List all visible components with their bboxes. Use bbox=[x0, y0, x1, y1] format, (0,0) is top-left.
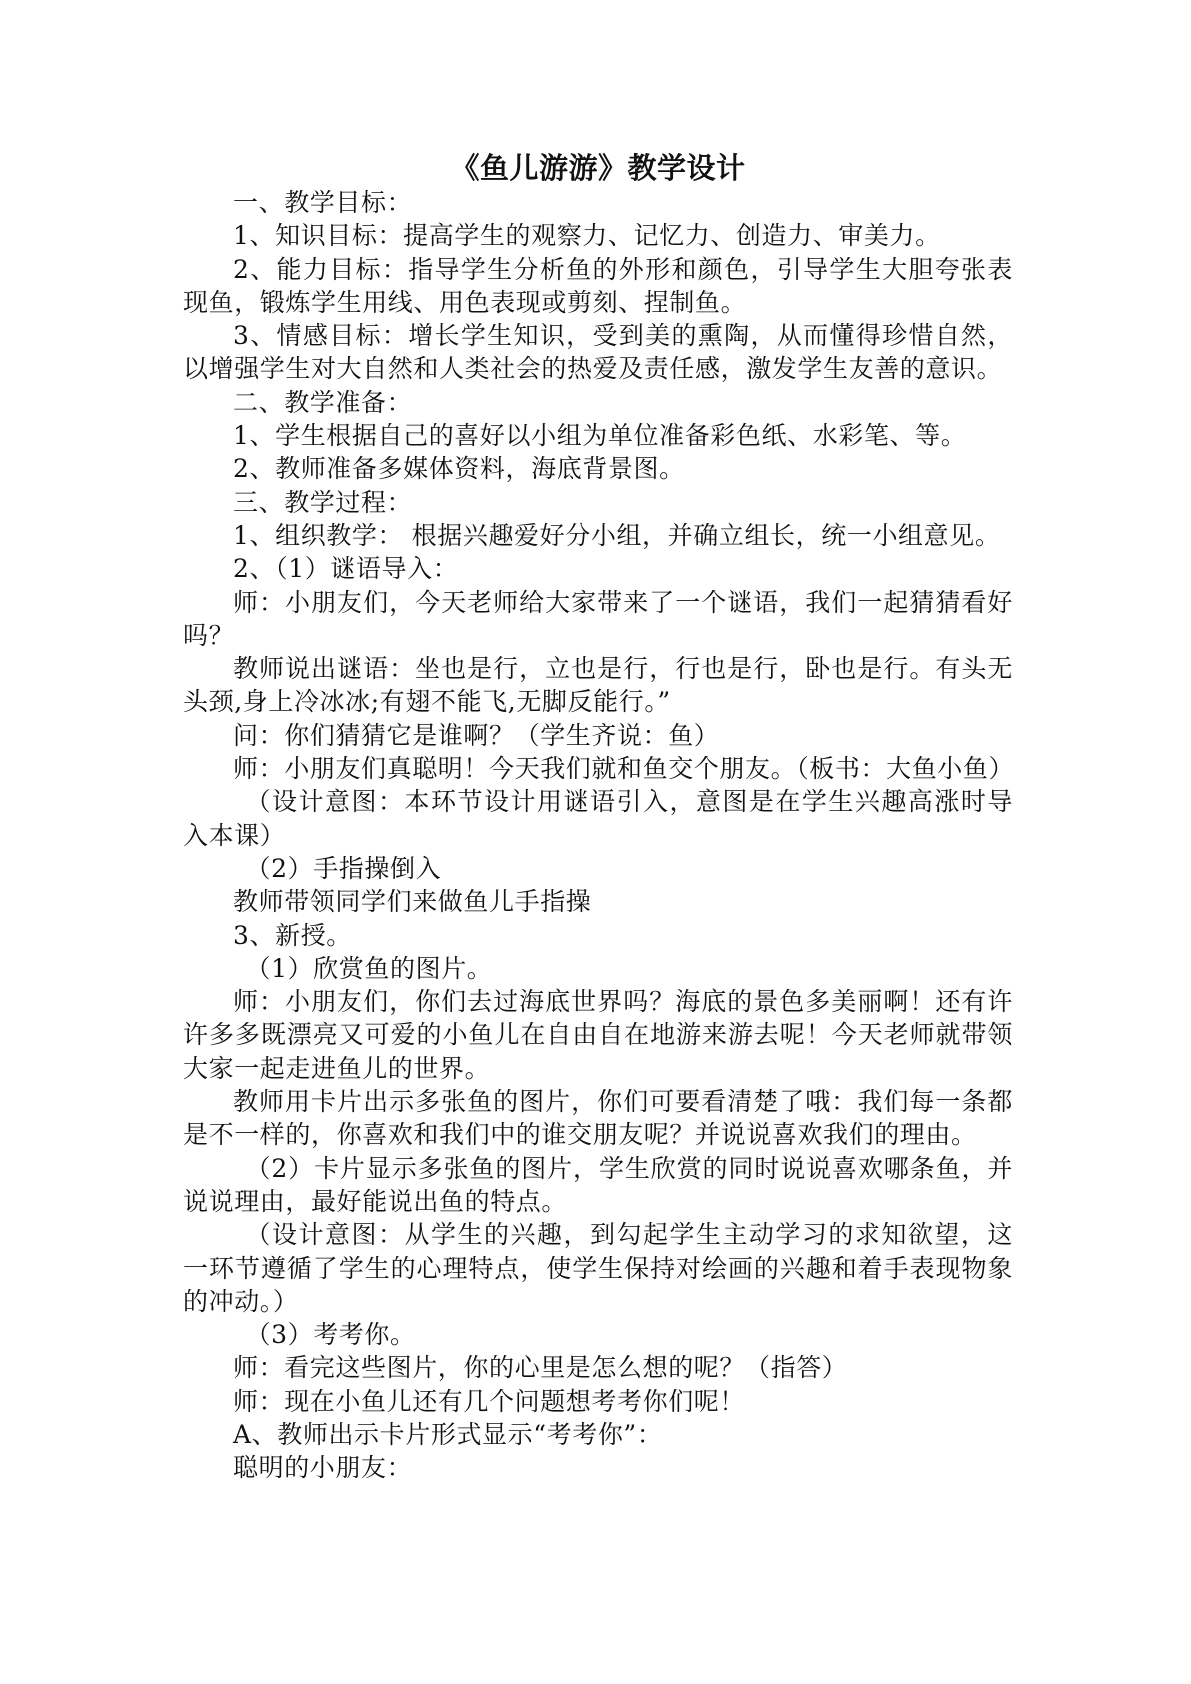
paragraph-teacher-preparation: 2、教师准备多媒体资料，海底背景图。 bbox=[233, 454, 685, 484]
paragraph-teacher-ask: 师：看完这些图片，你的心里是怎么想的呢？（指答） bbox=[233, 1353, 848, 1383]
paragraph-riddle-intro: 2、（1）谜语导入： bbox=[233, 554, 459, 584]
document-page bbox=[183, 150, 1013, 1485]
paragraph-card-display: （2）卡片显示多张鱼的图片，学生欣赏的同时说说喜欢哪条鱼，并说说理由，最好能说出鱼的特点。 bbox=[183, 1153, 1013, 1216]
paragraph-appreciate-pictures: （1）欣赏鱼的图片。 bbox=[245, 953, 493, 983]
paragraph-question-guess: 问：你们猜猜它是谁啊？（学生齐说：鱼） bbox=[233, 720, 720, 750]
paragraph-finger-exercise-detail: 教师带领同学们来做鱼儿手指操 bbox=[233, 887, 592, 917]
paragraph-riddle-text: 教师说出谜语：坐也是行，立也是行，行也是行，卧也是行。有头无头颈,身上冷冰冰;有翅不能飞,无脚反能行。” bbox=[183, 654, 1013, 717]
paragraph-finger-exercise: （2）手指操倒入 bbox=[245, 853, 442, 883]
section-heading-process: 三、教学过程： bbox=[233, 487, 413, 517]
section-heading-objectives: 一、教学目标： bbox=[233, 188, 413, 217]
paragraph-design-intent-2: （设计意图：从学生的兴趣，到勾起学生主动学习的求知欲望，这一环节遵循了学生的心理特点，使学生保持对绘画的兴趣和着手表现物象的冲动。） bbox=[183, 1220, 1013, 1316]
paragraph-teacher-cards: 教师用卡片出示多张鱼的图片，你们可要看清楚了哦：我们每一条都是不一样的，你喜欢和我们中的谁交朋友呢？并说说喜欢我们的理由。 bbox=[183, 1087, 1013, 1150]
paragraph-student-preparation: 1、学生根据自己的喜好以小组为单位准备彩色纸、水彩笔、等。 bbox=[233, 421, 967, 451]
paragraph-quiz-heading: （3）考考你。 bbox=[245, 1320, 416, 1350]
paragraph-teacher-questions: 师：现在小鱼儿还有几个问题想考考你们呢！ bbox=[233, 1386, 746, 1416]
document-title: 《鱼儿游游》教学设计 bbox=[450, 151, 746, 185]
paragraph-emotion-goal: 3、情感目标：增长学生知识，受到美的熏陶，从而懂得珍惜自然，以增强学生对大自然和人类社会的热爱及责任感，激发学生友善的意识。 bbox=[183, 321, 1013, 384]
paragraph-smart-kids: 聪明的小朋友： bbox=[233, 1453, 413, 1483]
paragraph-design-intent-1: （设计意图：本环节设计用谜语引入，意图是在学生兴趣高涨时导入本课） bbox=[183, 787, 1013, 850]
paragraph-teacher-ocean: 师：小朋友们，你们去过海底世界吗？海底的景色多美丽啊！还有许许多多既漂亮又可爱的小鱼儿在自由自在地游来游去呢！今天老师就带领大家一起走进鱼儿的世界。 bbox=[183, 987, 1013, 1083]
document-body bbox=[183, 186, 1013, 1485]
paragraph-knowledge-goal: 1、知识目标：提高学生的观察力、记忆力、创造力、审美力。 bbox=[233, 221, 941, 251]
paragraph-new-lesson: 3、新授。 bbox=[233, 920, 352, 950]
paragraph-teacher-riddle: 师：小朋友们，今天老师给大家带来了一个谜语，我们一起猜猜看好吗？ bbox=[183, 587, 1013, 650]
paragraph-teacher-praise: 师：小朋友们真聪明！今天我们就和鱼交个朋友。（板书：大鱼小鱼） bbox=[233, 754, 1015, 784]
paragraph-quiz-card: A、教师出示卡片形式显示“考考你”： bbox=[233, 1419, 663, 1449]
paragraph-organize-teaching: 1、组织教学： 根据兴趣爱好分小组，并确立组长，统一小组意见。 bbox=[233, 520, 1001, 550]
section-heading-preparation: 二、教学准备： bbox=[233, 387, 413, 417]
paragraph-ability-goal: 2、能力目标：指导学生分析鱼的外形和颜色，引导学生大胆夸张表现鱼，锻炼学生用线、用色表现或剪刻、捏制鱼。 bbox=[183, 254, 1013, 317]
